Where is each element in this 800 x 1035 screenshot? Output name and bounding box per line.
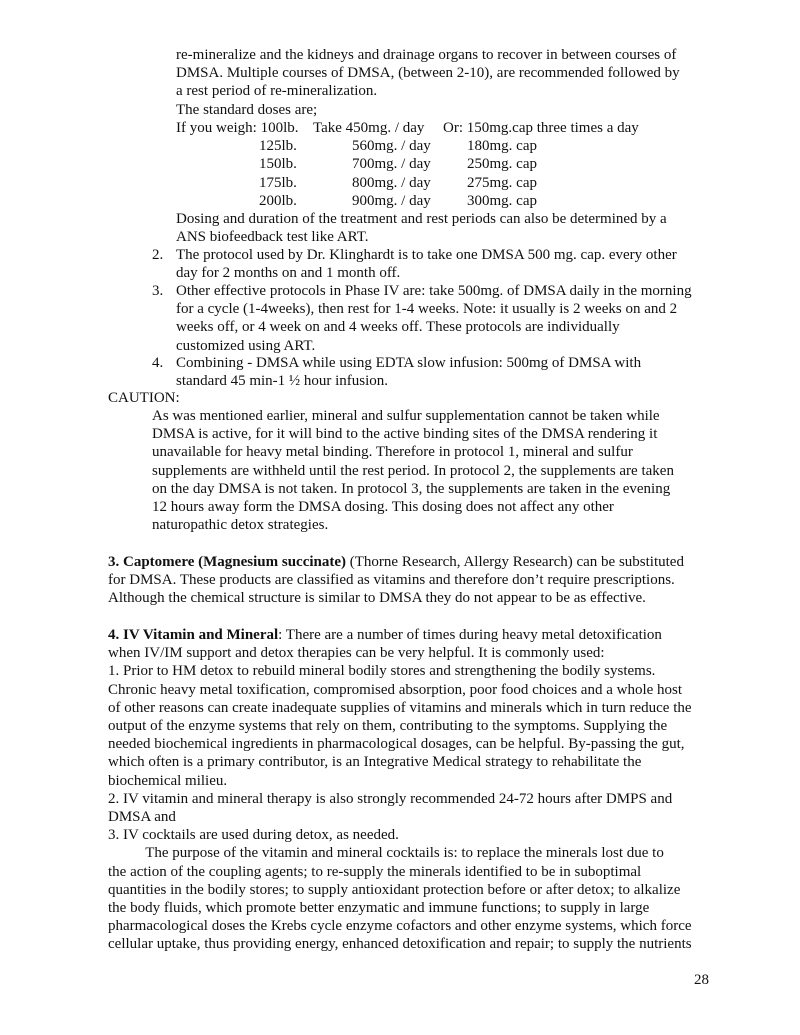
text-line: As was mentioned earlier, mineral and sulfur supplementation cannot be taken while	[152, 408, 660, 424]
caution-label: CAUTION:	[108, 390, 180, 406]
dosing-note	[176, 210, 736, 246]
text-line: standard 45 min-1 ½ hour infusion.	[176, 373, 389, 390]
weight-cell: 175lb.	[259, 174, 297, 191]
text-line: The purpose of the vitamin and mineral cocktails is: to replace the minerals lost due to	[108, 845, 664, 862]
item-number: 4.	[152, 355, 164, 371]
text-line: output of the enzyme systems that rely on them, contributing to the symptoms. Supplying the	[108, 718, 668, 735]
captomere-section	[108, 553, 718, 608]
section-heading-rest: (Thorne Research, Allergy Research) can be substituted	[346, 554, 684, 570]
weight-cell: 200lb.	[259, 192, 297, 209]
text-line: day for 2 months on and 1 month off.	[176, 265, 401, 282]
text-line: Dosing and duration of the treatment and rest periods can also be determined by a	[176, 211, 667, 227]
weight-cell: 150lb.	[259, 156, 297, 173]
text-line: pharmacological doses the Krebs cycle enzyme cofactors and other enzyme systems, which force	[108, 918, 692, 935]
text-line: DMSA is active, for it will bind to the active binding sites of the DMSA rendering it	[152, 426, 658, 443]
protocol-item	[152, 246, 732, 286]
continuation-paragraph	[176, 46, 736, 119]
text-line: which often is a primary contributor, is an Integrative Medical strategy to rehabilitate the	[108, 754, 642, 771]
text-line: customized using ART.	[176, 337, 316, 354]
section-heading: 3. Captomere (Magnesium succinate)	[108, 554, 347, 570]
text-line: the body fluids, which promote better enzymatic and immune functions; to supply in large	[108, 900, 650, 917]
text-line: 2. IV vitamin and mineral therapy is also strongly recommended 24-72 hours after DMPS and	[108, 790, 673, 807]
text-line: DMSA and	[108, 809, 176, 826]
text-line: 3. IV cocktails are used during detox, as needed.	[108, 827, 399, 844]
protocol-item	[152, 282, 732, 358]
text-line: on the day DMSA is not taken. In protocol 3, the supplements are taken in the evening	[152, 480, 671, 497]
text-line: supplements are withheld until the rest period. In protocol 2, the supplements are taken	[152, 462, 674, 479]
iv-vitamin-section	[108, 626, 718, 954]
caution-paragraph	[152, 407, 732, 534]
weight-prefix: If you weigh: 100lb.	[176, 120, 299, 136]
text-line: the action of the coupling agents; to re-supply the minerals identified to be in suboptimal	[108, 863, 642, 880]
section-first-line	[108, 553, 718, 571]
section-first-line	[108, 626, 718, 644]
cap-cell: 275mg. cap	[467, 174, 537, 191]
text-line: re-mineralize and the kidneys and drainage organs to recover in between courses of	[176, 47, 677, 63]
text-line: of other reasons can create inadequate supplies of vitamins and minerals which in turn reduce the	[108, 699, 692, 716]
dose-cell: 800mg. / day	[352, 174, 431, 191]
dose-header: Take 450mg. / day	[313, 120, 425, 136]
text-line: for DMSA. These products are classified as vitamins and therefore don’t require prescriptions.	[108, 572, 675, 589]
text-line: weeks off, or 4 week on and 4 weeks off. These protocols are individually	[176, 319, 620, 336]
section-heading-rest: : There are a number of times during heavy metal detoxification	[278, 627, 662, 643]
text-line: The protocol used by Dr. Klinghardt is to take one DMSA 500 mg. cap. every other	[176, 247, 677, 263]
dose-cell: 560mg. / day	[352, 138, 431, 155]
text-line: Chronic heavy metal toxification, compromised absorption, poor food choices and a whole host	[108, 681, 683, 698]
text-line: DMSA. Multiple courses of DMSA, (between 2-10), are recommended followed by	[176, 65, 680, 82]
text-line: needed biochemical ingredients in pharmacological dosages, can be helpful. By-passing the gut,	[108, 736, 685, 753]
section-heading: 4. IV Vitamin and Mineral	[108, 627, 279, 643]
item-number: 2.	[152, 247, 164, 263]
text-line: Other effective protocols in Phase IV are: take 500mg. of DMSA daily in the morning	[176, 283, 692, 299]
text-line: unavailable for heavy metal binding. Therefore in protocol 1, mineral and sulfur	[152, 444, 633, 461]
text-line: for a cycle (1-4weeks), then rest for 1-4 weeks. Note: it usually is 2 weeks on and 2	[176, 301, 678, 318]
dose-cell: 900mg. / day	[352, 192, 431, 209]
protocol-item	[152, 354, 732, 394]
text-line: Although the chemical structure is similar to DMSA they do not appear to be as effective.	[108, 590, 646, 607]
cap-cell: 300mg. cap	[467, 192, 537, 209]
text-line: naturopathic detox strategies.	[152, 517, 329, 534]
text-line: quantities in the bodily stores; to supply antioxidant protection before or after detox; to alkalize	[108, 881, 681, 898]
alt-dose-header: Or: 150mg.cap three times a day	[443, 120, 639, 136]
page-number: 28	[694, 972, 709, 988]
text-line: The standard doses are;	[176, 101, 318, 118]
text-line: ANS biofeedback test like ART.	[176, 229, 369, 246]
dose-cell: 700mg. / day	[352, 156, 431, 173]
cap-cell: 180mg. cap	[467, 138, 537, 155]
text-line: biochemical milieu.	[108, 772, 228, 789]
text-line: a rest period of re-mineralization.	[176, 83, 378, 100]
item-number: 3.	[152, 283, 164, 299]
weight-cell: 125lb.	[259, 138, 297, 155]
text-line: Combining - DMSA while using EDTA slow infusion: 500mg of DMSA with	[176, 355, 642, 371]
text-line: when IV/IM support and detox therapies can be very helpful. It is commonly used:	[108, 645, 605, 662]
cap-cell: 250mg. cap	[467, 156, 537, 173]
text-line: cellular uptake, thus providing energy, enhanced detoxification and repair; to supply the nutrients	[108, 936, 692, 953]
text-line: 12 hours away form the DMSA dosing. This dosing does not affect any other	[152, 499, 614, 516]
text-line: 1. Prior to HM detox to rebuild mineral bodily stores and strengthening the bodily systems.	[108, 663, 656, 680]
dosage-table	[176, 119, 736, 211]
